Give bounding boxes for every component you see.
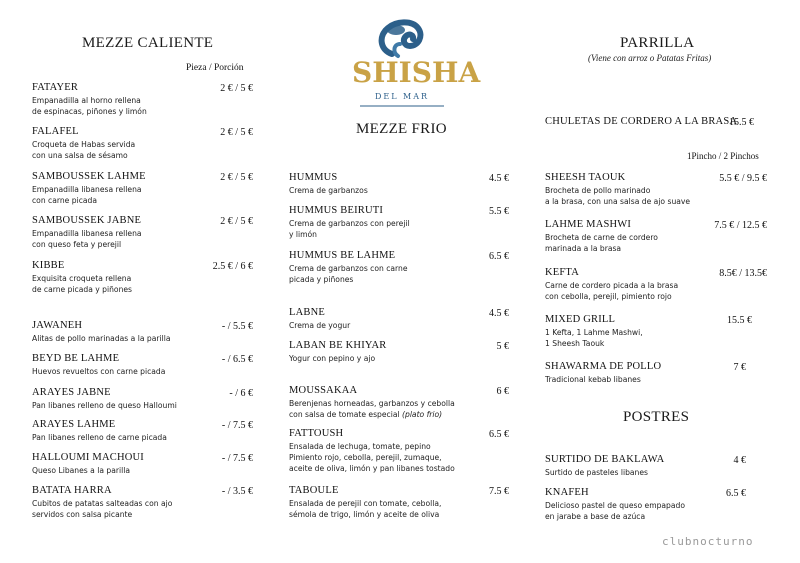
menu-item-price: 2 € / 5 € [220, 127, 253, 138]
menu-item-price: 6.5 € [489, 251, 509, 262]
menu-item-name: LABNE [289, 307, 325, 318]
menu-item [545, 314, 643, 349]
menu-item-description [289, 218, 410, 229]
menu-item-price: 5.5 € [489, 206, 509, 217]
menu-item-price: - / 7.5 € [221, 453, 253, 464]
description-text: Carne de cordero picada a la brasa [545, 281, 679, 290]
description-text: Brocheta de pollo marinado [545, 186, 651, 195]
menu-item-description [32, 95, 147, 106]
menu-item-price: - / 3.5 € [221, 486, 253, 497]
menu-item-price: 4.5 € [489, 173, 509, 184]
menu-item [32, 452, 144, 476]
description-text: Berenjenas horneadas, garbanzos y cebolla [289, 399, 455, 408]
description-text: Crema de garbanzos [289, 186, 368, 195]
menu-item [545, 487, 685, 522]
menu-item-name: SAMBOUSSEK LAHME [32, 171, 146, 182]
menu-item-description [32, 498, 172, 509]
description-text: Pan libanes relleno de queso Halloumi [32, 401, 177, 410]
menu-item-price: 15.5 € [727, 315, 752, 326]
description-text: con una salsa de sésamo [32, 151, 128, 160]
description-text: sémola de trigo, limón y aceite de oliva [289, 510, 440, 519]
menu-item [32, 485, 172, 520]
description-text: Cubitos de patatas salteadas con ajo [32, 499, 173, 508]
menu-item-description [545, 280, 678, 291]
description-text: Delicioso pastel de queso empapado [545, 501, 685, 510]
description-text: Surtido de pasteles libanes [545, 468, 648, 477]
description-text: marinada a la brasa [545, 244, 622, 253]
menu-item [32, 387, 177, 411]
menu-item [545, 116, 737, 127]
menu-item-price: 7 € [733, 362, 746, 373]
menu-item-description [545, 291, 678, 302]
section-title-parrilla: PARRILLA [620, 35, 695, 51]
description-text: Croqueta de Habas servida [32, 140, 136, 149]
menu-item [32, 126, 135, 161]
menu-item-name: FATTOUSH [289, 428, 344, 439]
logo-underline [352, 102, 452, 110]
menu-item-name: FALAFEL [32, 126, 79, 137]
menu-item [289, 428, 455, 474]
menu-item-price: 4.5 € [489, 308, 509, 319]
menu-item-description [289, 463, 455, 474]
menu-item-description [289, 274, 408, 285]
description-text: Empanadilla libanesa rellena [32, 185, 142, 194]
menu-item-price: 8.5€ / 13.5€ [719, 268, 767, 279]
menu-item-price: 5 € [496, 341, 509, 352]
menu-item-price: 6 € [496, 386, 509, 397]
menu-item-price: 2 € / 5 € [220, 172, 253, 183]
menu-item [32, 353, 165, 377]
menu-item-name: CHULETAS DE CORDERO A LA BRASA [545, 116, 738, 127]
description-text: Crema de garbanzos con carne [289, 264, 408, 273]
description-italic-note: (plato frio) [402, 410, 443, 419]
description-text: 1 Kefta, 1 Lahme Mashwi, [545, 328, 643, 337]
menu-item [289, 205, 410, 240]
menu-item-name: KNAFEH [545, 487, 589, 498]
logo-sub: DEL MAR [374, 92, 430, 101]
menu-item-description [32, 465, 144, 476]
menu-item-description [545, 500, 685, 511]
menu-item-description [32, 106, 147, 117]
menu-item-price: - / 6.5 € [221, 354, 253, 365]
description-text: a la brasa, con una salsa de ajo suave [545, 197, 691, 206]
description-text: Yogur con pepino y ajo [289, 354, 376, 363]
menu-item-name: MIXED GRILL [545, 314, 616, 325]
menu-item-name: SHAWARMA DE POLLO [545, 361, 662, 372]
menu-item-description [32, 333, 170, 344]
menu-item-name: SHEESH TAOUK [545, 172, 626, 183]
description-text: con carne picada [32, 196, 97, 205]
menu-item-name: ARAYES LAHME [32, 419, 116, 430]
description-text: Ensalada de lechuga, tomate, pepino [289, 442, 431, 451]
menu-item-description [545, 327, 643, 338]
menu-item-description [32, 273, 132, 284]
menu-item-description [289, 452, 455, 463]
menu-item-description [32, 139, 135, 150]
menu-item-price: 7.5 € / 12.5 € [714, 220, 767, 231]
menu-item-price: 4 € [733, 455, 746, 466]
menu-item-description [289, 498, 441, 509]
description-text: Crema de garbanzos con perejil [289, 219, 410, 228]
menu-item [289, 307, 350, 331]
menu-item-description [289, 185, 368, 196]
menu-item [32, 82, 147, 117]
menu-item-description [289, 398, 455, 409]
description-text: de espinacas, piñones y limón [32, 107, 147, 116]
menu-item-name: MOUSSAKAA [289, 385, 358, 396]
menu-item-name: FATAYER [32, 82, 79, 93]
description-text: Exquisita croqueta rellena [32, 274, 132, 283]
menu-item-description [545, 467, 664, 478]
menu-item-name: BATATA HARRA [32, 485, 112, 496]
section-title-mezze-caliente: MEZZE CALIENTE [82, 35, 214, 51]
description-text: picada y piñones [289, 275, 354, 284]
menu-item-description [545, 338, 643, 349]
menu-item [545, 219, 658, 254]
menu-item-description [545, 374, 661, 385]
column-header-pinchos: 1Pincho / 2 Pinchos [687, 151, 759, 161]
menu-item-name: KIBBE [32, 260, 65, 271]
menu-item-description [32, 509, 172, 520]
menu-item-description [32, 284, 132, 295]
menu-item-price: 2 € / 5 € [220, 83, 253, 94]
menu-item-description [545, 232, 658, 243]
menu-item [289, 340, 387, 364]
logo-brand: SHISHA [352, 56, 481, 89]
menu-item-name: HALLOUMI MACHOUI [32, 452, 144, 463]
menu-item-description [32, 366, 165, 377]
menu-item-name: LAHME MASHWI [545, 219, 632, 230]
description-text: aceite de oliva, limón y pan libanes tostado [289, 464, 455, 473]
menu-item-description [289, 509, 441, 520]
menu-item [32, 419, 167, 443]
menu-item-name: HUMMUS BE LAHME [289, 250, 396, 261]
description-text: Alitas de pollo marinadas a la parilla [32, 334, 171, 343]
menu-item [545, 454, 664, 478]
description-text: Pan libanes relleno de carne picada [32, 433, 167, 442]
menu-item-name: SURTIDO DE BAKLAWA [545, 454, 665, 465]
menu-item [32, 320, 170, 344]
menu-item-price: - / 7.5 € [221, 420, 253, 431]
menu-item-name: HUMMUS BEIRUTI [289, 205, 384, 216]
menu-item [289, 172, 368, 196]
menu-item [289, 250, 408, 285]
menu-item-description [32, 228, 142, 239]
menu-item-price: - / 6 € [229, 388, 253, 399]
menu-item-description [545, 185, 690, 196]
description-text: Tradicional kebab libanes [545, 375, 641, 384]
menu-item-description [32, 400, 177, 411]
menu-item [545, 361, 661, 385]
menu-item-description [545, 511, 685, 522]
menu-item-description [289, 263, 408, 274]
description-text: Empanadilla al horno rellena [32, 96, 141, 105]
menu-item-name: SAMBOUSSEK JABNE [32, 215, 142, 226]
section-title-postres: POSTRES [623, 409, 690, 425]
description-text: de carne picada y piñones [32, 285, 133, 294]
column-header-pieza-porcion: Pieza / Porción [186, 63, 244, 73]
menu-item [32, 260, 132, 295]
menu-item-name: KEFTA [545, 267, 579, 278]
menu-item-description [32, 239, 142, 250]
menu-item [545, 172, 690, 207]
description-text: con salsa de tomate especial [289, 410, 400, 419]
menu-item-description [289, 320, 350, 331]
description-text: Queso Libanes a la parilla [32, 466, 130, 475]
description-text: servidos con salsa picante [32, 510, 133, 519]
description-text: con queso feta y perejil [32, 240, 122, 249]
smoke-swirl-icon [352, 16, 452, 60]
menu-item-description [32, 195, 146, 206]
menu-item-name: ARAYES JABNE [32, 387, 111, 398]
watermark-text: clubnocturno [662, 535, 754, 548]
description-text: y limón [289, 230, 317, 239]
description-text: 1 Sheesh Taouk [545, 339, 605, 348]
menu-item [289, 485, 441, 520]
menu-item [32, 215, 142, 250]
menu-item-description [289, 409, 455, 420]
menu-item [545, 267, 678, 302]
menu-item-price: 7.5 € [489, 486, 509, 497]
menu-item-name: TABOULE [289, 485, 339, 496]
description-text: Crema de yogur [289, 321, 351, 330]
menu-item-description [289, 441, 455, 452]
description-text: Ensalada de perejil con tomate, cebolla, [289, 499, 442, 508]
menu-item-price: 5.5 € / 9.5 € [719, 173, 767, 184]
menu-item [32, 171, 146, 206]
menu-item-name: BEYD BE LAHME [32, 353, 120, 364]
menu-item-price: 15.5 € [729, 117, 754, 128]
parrilla-subtitle: (Viene con arroz o Patatas Fritas) [588, 53, 712, 63]
menu-item-price: 6.5 € [489, 429, 509, 440]
description-text: Pimiento rojo, cebolla, perejil, zumaque, [289, 453, 442, 462]
menu-item-description [289, 229, 410, 240]
menu-item [289, 385, 455, 420]
restaurant-logo [352, 16, 481, 108]
menu-item-description [545, 243, 658, 254]
menu-item-price: 2.5 € / 6 € [212, 261, 253, 272]
section-title-mezze-frio: MEZZE FRIO [356, 121, 447, 137]
menu-item-price: - / 5.5 € [221, 321, 253, 332]
menu-item-price: 6.5 € [726, 488, 746, 499]
menu-item-price: 2 € / 5 € [220, 216, 253, 227]
menu-item-name: JAWANEH [32, 320, 83, 331]
menu-item-description [32, 150, 135, 161]
menu-item-name: LABAN BE KHIYAR [289, 340, 387, 351]
menu-item-description [289, 353, 387, 364]
description-text: Huevos revueltos con carne picada [32, 367, 166, 376]
description-text: en jarabe a base de azúca [545, 512, 646, 521]
menu-item-name: HUMMUS [289, 172, 338, 183]
description-text: Empanadilla libanesa rellena [32, 229, 142, 238]
menu-item-description [32, 184, 146, 195]
description-text: Brocheta de carne de cordero [545, 233, 658, 242]
description-text: con cebolla, perejil, pimiento rojo [545, 292, 672, 301]
menu-item-description [545, 196, 690, 207]
menu-item-description [32, 432, 167, 443]
